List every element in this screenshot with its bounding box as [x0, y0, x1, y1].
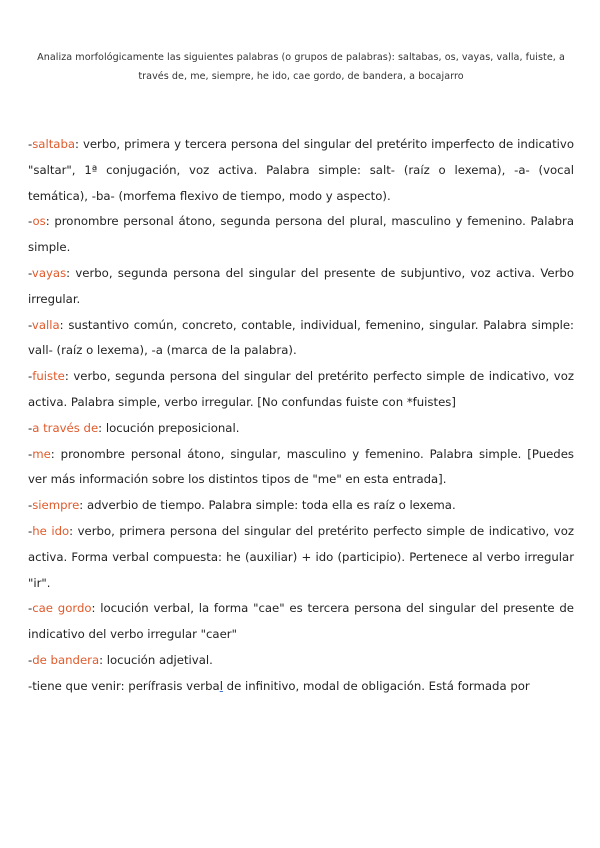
term-label: de bandera	[32, 652, 100, 667]
term-label: saltaba	[32, 137, 76, 151]
entry-text: : adverbio de tiempo. Palabra simple: toda ella es raíz o lexema.	[79, 498, 456, 513]
list-item: -saltaba: verbo, primera y tercera persona del singular del pretérito imperfecto de indicativo "saltar", 1ª conjugación, voz activa. Palabra simple: salt- (raíz o lexema), -a- (vocal temática), -ba- (morfema flexivo de tiempo, modo y aspecto).	[28, 137, 574, 203]
list-item: -a través de: locución preposicional.	[28, 420, 240, 435]
list-item: -fuiste: verbo, segunda persona del singular del pretérito perfecto simple de indicativo, voz activa. Palabra simple, verbo irregular. [No confundas fuiste con *fuistes]	[28, 369, 574, 409]
list-item: -os: pronombre personal átono, segunda persona del plural, masculino y femenino. Palabra simple.	[28, 214, 574, 255]
entry-text: -tiene que venir: perífrasis verba	[28, 678, 220, 693]
list-item: -me: pronombre personal átono, singular, masculino y femenino. Palabra simple. [Puedes ver más información sobre los distintos tipos de "me" en esta entrada].	[28, 446, 574, 487]
entry-text: : verbo, primera y tercera persona del singular del pretérito imperfecto de indicativo "saltar", 1ª conjugación, voz activa. Palabra simple: salt- (raíz o lexema), -a- (vocal temática), -ba- (morfema flexivo de tiempo, modo y aspecto).	[28, 137, 574, 203]
list-item: -valla: sustantivo común, concreto, contable, individual, femenino, singular. Palabra simple: vall- (raíz o lexema), -a (marca de la palabra).	[28, 317, 574, 358]
term-label: siempre	[32, 498, 80, 513]
term-label: he ido	[32, 523, 70, 538]
entry-text: : verbo, segunda persona del singular del presente de subjuntivo, voz activa. Verbo irregular.	[28, 265, 574, 306]
term-label: os	[32, 214, 46, 229]
list-item: -de bandera: locución adjetival.	[28, 652, 213, 667]
entry-text: : verbo, segunda persona del singular del pretérito perfecto simple de indicativo, voz activa. Palabra simple, verbo irregular. [No confundas fuiste con *fuistes]	[28, 369, 574, 409]
entry-text: de infinitivo, modal de obligación. Está formada por	[222, 678, 530, 693]
answer-list	[28, 132, 574, 700]
term-label: cae gordo	[32, 601, 92, 616]
entry-text: : sustantivo común, concreto, contable, individual, femenino, singular. Palabra simple: vall- (raíz o lexema), -a (marca de la palabra).	[28, 317, 574, 358]
list-item: -he ido: verbo, primera persona del singular del pretérito perfecto simple de indicativo, voz activa. Forma verbal compuesta: he (auxiliar) + ido (participio). Pertenece al verbo irregular "ir".	[28, 523, 574, 590]
list-item: -vayas: verbo, segunda persona del singular del presente de subjuntivo, voz activa. Verbo irregular.	[28, 265, 574, 306]
entry-text: : locución preposicional.	[98, 420, 240, 435]
term-label: me	[32, 446, 51, 461]
exercise-prompt: Analiza morfológicamente las siguientes palabras (o grupos de palabras): saltabas, os, vayas, valla, fuiste, a través de, me, siempre, he ido, cae gordo, de bandera, a bocajarro	[37, 52, 565, 82]
entry-text: : pronombre personal átono, singular, masculino y femenino. Palabra simple. [Puedes ver más información sobre los distintos tipos de "me" en esta entrada].	[28, 446, 574, 487]
entry-text: : verbo, primera persona del singular del pretérito perfecto simple de indicativo, voz activa. Forma verbal compuesta: he (auxiliar) + ido (participio). Pertenece al verbo irregular "ir".	[28, 523, 574, 590]
entry-text: : locución adjetival.	[99, 652, 213, 667]
term-label: fuiste	[32, 369, 65, 384]
list-item: -siempre: adverbio de tiempo. Palabra simple: toda ella es raíz o lexema.	[28, 498, 456, 513]
entry-text: : pronombre personal átono, segunda persona del plural, masculino y femenino. Palabra simple.	[28, 214, 574, 255]
list-item	[28, 674, 574, 700]
term-label: a través de	[32, 420, 99, 435]
entry-text: : locución verbal, la forma "cae" es tercera persona del singular del presente de indicativo del verbo irregular "caer"	[28, 601, 574, 642]
text-cursor-mark: l	[219, 678, 223, 693]
list-item: -cae gordo: locución verbal, la forma "cae" es tercera persona del singular del presente de indicativo del verbo irregular "caer"	[28, 601, 574, 642]
term-label: valla	[31, 317, 60, 332]
term-label: vayas	[31, 265, 67, 280]
